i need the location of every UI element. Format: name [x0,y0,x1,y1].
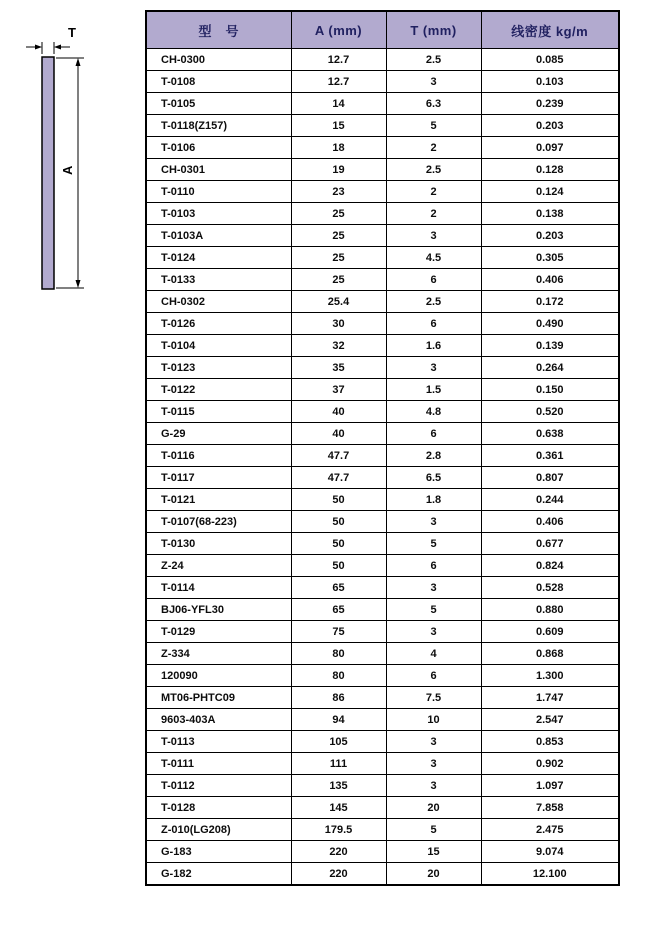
density-cell: 0.128 [481,159,619,181]
t-mm-cell: 5 [386,599,481,621]
model-cell: T-0115 [146,401,291,423]
table-row [146,797,619,819]
density-cell: 0.638 [481,423,619,445]
model-cell: T-0103 [146,203,291,225]
table-row [146,379,619,401]
a-mm-cell: 15 [291,115,386,137]
t-mm-cell: 10 [386,709,481,731]
table-row [146,357,619,379]
model-cell: T-0124 [146,247,291,269]
t-mm-cell: 3 [386,577,481,599]
a-mm-cell: 12.7 [291,71,386,93]
a-mm-cell: 50 [291,489,386,511]
a-mm-cell: 19 [291,159,386,181]
a-mm-cell: 35 [291,357,386,379]
header-density: 线密度 kg/m [481,11,619,49]
a-mm-cell: 80 [291,643,386,665]
model-cell: T-0118(Z157) [146,115,291,137]
t-mm-cell: 2.5 [386,49,481,71]
table-row [146,181,619,203]
density-cell: 0.902 [481,753,619,775]
model-cell: T-0122 [146,379,291,401]
table-row [146,203,619,225]
table-row [146,863,619,886]
t-mm-cell: 6.3 [386,93,481,115]
density-cell: 0.103 [481,71,619,93]
density-cell: 0.097 [481,137,619,159]
a-mm-cell: 75 [291,621,386,643]
table-row [146,401,619,423]
table-row [146,335,619,357]
t-mm-cell: 3 [386,731,481,753]
a-mm-cell: 25 [291,203,386,225]
model-cell: CH-0300 [146,49,291,71]
t-mm-cell: 2 [386,203,481,225]
model-cell: MT06-PHTC09 [146,687,291,709]
t-mm-cell: 3 [386,621,481,643]
model-cell: Z-010(LG208) [146,819,291,841]
t-mm-cell: 2.5 [386,159,481,181]
a-mm-cell: 30 [291,313,386,335]
a-mm-cell: 12.7 [291,49,386,71]
model-cell: T-0114 [146,577,291,599]
a-mm-cell: 94 [291,709,386,731]
table-row [146,533,619,555]
a-mm-cell: 220 [291,841,386,863]
t-mm-cell: 2.8 [386,445,481,467]
a-mm-cell: 50 [291,533,386,555]
density-cell: 0.677 [481,533,619,555]
model-cell: T-0104 [146,335,291,357]
t-mm-cell: 1.5 [386,379,481,401]
t-mm-cell: 6.5 [386,467,481,489]
model-cell: T-0113 [146,731,291,753]
table-row [146,467,619,489]
model-cell: G-183 [146,841,291,863]
t-mm-cell: 6 [386,423,481,445]
density-cell: 0.406 [481,511,619,533]
table-row [146,841,619,863]
density-cell: 0.203 [481,115,619,137]
density-cell: 1.747 [481,687,619,709]
dim-t-arrow [26,42,70,54]
flat-bar-diagram [8,20,108,320]
a-mm-cell: 135 [291,775,386,797]
a-mm-cell: 40 [291,401,386,423]
flat-bar-shape [42,57,54,289]
t-mm-cell: 5 [386,819,481,841]
density-cell: 0.172 [481,291,619,313]
a-mm-cell: 179.5 [291,819,386,841]
density-cell: 0.609 [481,621,619,643]
t-mm-cell: 6 [386,313,481,335]
density-cell: 0.264 [481,357,619,379]
density-cell: 0.203 [481,225,619,247]
t-mm-cell: 3 [386,511,481,533]
t-mm-cell: 3 [386,71,481,93]
t-mm-cell: 2 [386,181,481,203]
model-cell: T-0126 [146,313,291,335]
a-mm-cell: 50 [291,555,386,577]
a-mm-cell: 14 [291,93,386,115]
density-cell: 0.853 [481,731,619,753]
density-cell: 2.547 [481,709,619,731]
density-cell: 0.520 [481,401,619,423]
dim-a-label: A [60,165,75,175]
table-row [146,225,619,247]
density-cell: 9.074 [481,841,619,863]
table-row [146,115,619,137]
table-row [146,269,619,291]
a-mm-cell: 145 [291,797,386,819]
t-mm-cell: 1.8 [386,489,481,511]
a-mm-cell: 86 [291,687,386,709]
density-cell: 0.150 [481,379,619,401]
table-row [146,753,619,775]
model-cell: T-0128 [146,797,291,819]
model-cell: 9603-403A [146,709,291,731]
table-row [146,665,619,687]
model-cell: CH-0302 [146,291,291,313]
dim-t-label: T [68,25,76,40]
table-row [146,159,619,181]
table-row [146,313,619,335]
a-mm-cell: 23 [291,181,386,203]
density-cell: 0.138 [481,203,619,225]
density-cell: 0.139 [481,335,619,357]
a-mm-cell: 80 [291,665,386,687]
a-mm-cell: 50 [291,511,386,533]
model-cell: T-0130 [146,533,291,555]
model-cell: T-0112 [146,775,291,797]
spec-table [145,10,620,886]
density-cell: 7.858 [481,797,619,819]
a-mm-cell: 25.4 [291,291,386,313]
model-cell: 120090 [146,665,291,687]
a-mm-cell: 111 [291,753,386,775]
t-mm-cell: 4 [386,643,481,665]
table-row [146,137,619,159]
a-mm-cell: 65 [291,599,386,621]
t-mm-cell: 2.5 [386,291,481,313]
density-cell: 0.239 [481,93,619,115]
t-mm-cell: 4.8 [386,401,481,423]
model-cell: T-0108 [146,71,291,93]
header-a-mm: A (mm) [291,11,386,49]
t-mm-cell: 5 [386,533,481,555]
t-mm-cell: 6 [386,555,481,577]
density-cell: 0.824 [481,555,619,577]
model-cell: T-0117 [146,467,291,489]
density-cell: 0.244 [481,489,619,511]
table-row [146,775,619,797]
table-row [146,445,619,467]
t-mm-cell: 3 [386,225,481,247]
table-row [146,643,619,665]
header-model: 型 号 [146,11,291,49]
model-cell: T-0123 [146,357,291,379]
table-row [146,577,619,599]
a-mm-cell: 18 [291,137,386,159]
table-row [146,687,619,709]
model-cell: T-0106 [146,137,291,159]
model-cell: BJ06-YFL30 [146,599,291,621]
a-mm-cell: 220 [291,863,386,886]
a-mm-cell: 47.7 [291,467,386,489]
model-cell: CH-0301 [146,159,291,181]
t-mm-cell: 6 [386,665,481,687]
spec-table-body [146,49,619,886]
table-row [146,599,619,621]
table-row [146,731,619,753]
a-mm-cell: 105 [291,731,386,753]
table-row [146,819,619,841]
model-cell: T-0105 [146,93,291,115]
density-cell: 0.124 [481,181,619,203]
table-row [146,511,619,533]
model-cell: Z-334 [146,643,291,665]
t-mm-cell: 5 [386,115,481,137]
table-row [146,555,619,577]
model-cell: Z-24 [146,555,291,577]
a-mm-cell: 25 [291,225,386,247]
model-cell: T-0116 [146,445,291,467]
t-mm-cell: 6 [386,269,481,291]
table-row [146,489,619,511]
density-cell: 1.300 [481,665,619,687]
density-cell: 0.880 [481,599,619,621]
density-cell: 12.100 [481,863,619,886]
a-mm-cell: 32 [291,335,386,357]
model-cell: T-0121 [146,489,291,511]
table-row [146,709,619,731]
table-row [146,621,619,643]
density-cell: 0.361 [481,445,619,467]
density-cell: 0.868 [481,643,619,665]
a-mm-cell: 40 [291,423,386,445]
density-cell: 1.097 [481,775,619,797]
model-cell: T-0110 [146,181,291,203]
table-row [146,71,619,93]
table-row [146,49,619,71]
t-mm-cell: 15 [386,841,481,863]
a-mm-cell: 37 [291,379,386,401]
t-mm-cell: 2 [386,137,481,159]
t-mm-cell: 3 [386,357,481,379]
density-cell: 0.807 [481,467,619,489]
table-row [146,291,619,313]
table-row [146,423,619,445]
density-cell: 0.490 [481,313,619,335]
model-cell: T-0133 [146,269,291,291]
density-cell: 0.406 [481,269,619,291]
t-mm-cell: 3 [386,753,481,775]
t-mm-cell: 3 [386,775,481,797]
density-cell: 0.305 [481,247,619,269]
a-mm-cell: 25 [291,247,386,269]
a-mm-cell: 47.7 [291,445,386,467]
header-t-mm: T (mm) [386,11,481,49]
t-mm-cell: 20 [386,863,481,886]
density-cell: 0.085 [481,49,619,71]
table-row [146,247,619,269]
model-cell: T-0107(68-223) [146,511,291,533]
t-mm-cell: 4.5 [386,247,481,269]
t-mm-cell: 7.5 [386,687,481,709]
density-cell: 0.528 [481,577,619,599]
model-cell: G-182 [146,863,291,886]
density-cell: 2.475 [481,819,619,841]
model-cell: G-29 [146,423,291,445]
model-cell: T-0129 [146,621,291,643]
t-mm-cell: 1.6 [386,335,481,357]
model-cell: T-0111 [146,753,291,775]
a-mm-cell: 25 [291,269,386,291]
a-mm-cell: 65 [291,577,386,599]
model-cell: T-0103A [146,225,291,247]
table-row [146,93,619,115]
header-row [146,11,619,49]
t-mm-cell: 20 [386,797,481,819]
